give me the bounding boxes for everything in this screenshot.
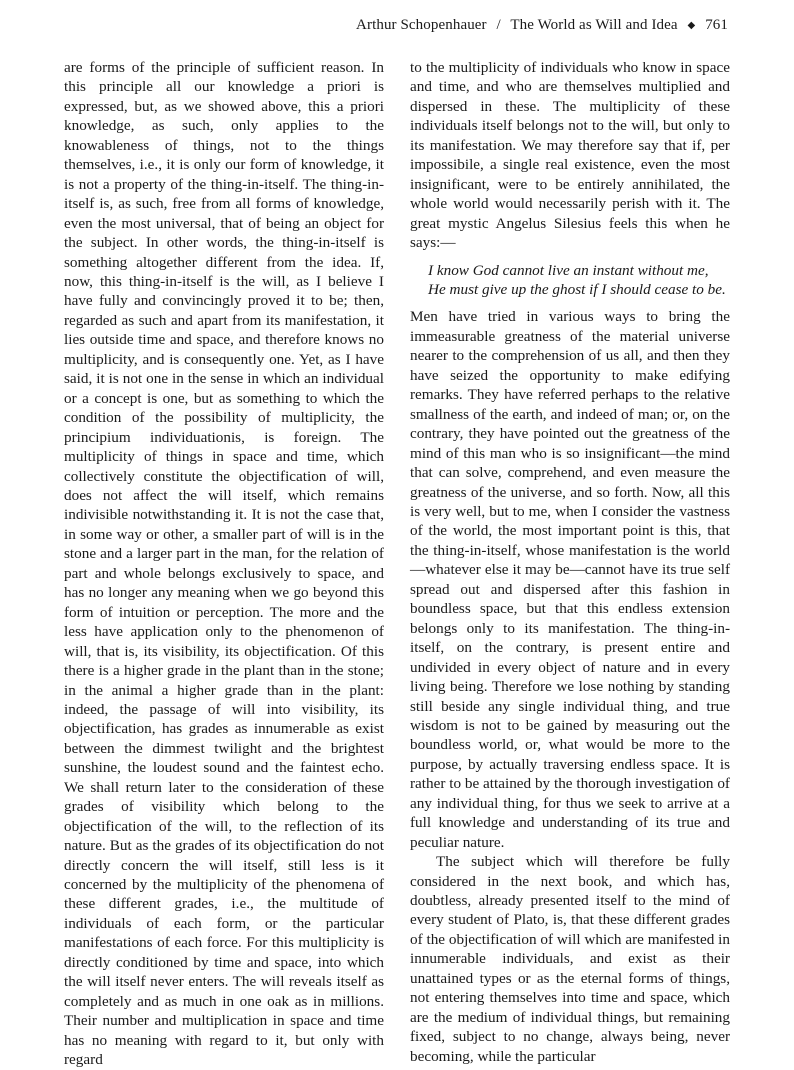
verse-quote-line-2: He must give up the ghost if I should cease to be. [428,280,726,298]
page-number: 761 [705,17,728,33]
right-column-paragraph-3: The subject which will therefore be fully considered in the next book, and which has, doubtless, already presented itself to the mind of every student of Plato, is, that these different grades of the objectification of will which are manifested in innumerable individuals, and exist as their unattained types or as the eternal forms of things, not entering themselves into time and space, which are the medium of individual things, but remaining fixed, subject to no change, always being, never becoming, while the particular [410,853,730,1065]
right-column [410,58,730,1066]
header-author: Arthur Schopenhauer [356,17,487,33]
left-column-paragraph: are forms of the principle of sufficient reason. In this principle all our knowledge a priori is expressed, but, as we showed above, this a priori knowledge, as such, only applies to the knowableness of things, not to the things themselves, i.e., it is only our form of knowledge, it is not a property of the thing-in-itself. The thing-in-itself is, as such, free from all forms of knowledge, even the most universal, that of being an object for the subject. In other words, the thing-in-itself is something altogether different from the idea. If, now, this thing-in-itself is the will, as I believe I have fully and convincingly proved it to be; then, regarded as such and apart from its manifestation, it lies outside time and space, and therefore knows no multiplicity, and is consequently one. Yet, as I have said, it is not one in the sense in which an individual or a concept is one, but as something to which the condition of the possibility of multiplicity, the principium individuationis, is foreign. The multiplicity of things in space and time, which collectively constitute the objectification of will, does not affect the will itself, which remains indivisible notwithstanding it. It is not the case that, in some way or other, a smaller part of will is in the stone and a larger part in the man, for the relation of part and whole belongs exclusively to space, and has no longer any meaning when we go beyond this form of intuition or perception. The more and the less have application only to the phenomenon of will, that is, its visibility, its objectification. Of this there is a higher grade in the plant than in the stone; in the animal a higher grade than in the plant: indeed, the passage of will into visibility, its objectification, has grades as innumerable as exist between the dimmest twilight and the brightest sunshine, the loudest sound and the faintest echo. We shall return later to the consideration of these grades of visibility which belong to the objectification of the will, to the reflection of its nature. But as the grades of its objectification do not directly concern the will itself, still less is it concerned by the multiplicity of the phenomena of these different grades, i.e., the multitude of individuals of each form, or the particular manifestations of each force. For this multiplicity is directly conditioned by time and space, into which the will itself never enters. The will reveals itself as completely and as much in one oak as in millions. Their number and multiplication in space and time has no meaning with regard to it, but only with regard [64,59,384,1069]
verse-quote [428,261,730,300]
running-header [356,17,728,34]
verse-quote-line-1: I know God cannot live an instant without me, [428,261,709,279]
header-title: The World as Will and Idea [510,17,678,33]
header-separator: / [496,17,501,33]
diamond-ornament-icon: ◆ [687,20,696,31]
left-column [64,58,384,1070]
right-column-paragraph-2: Men have tried in various ways to bring the immeasurable greatness of the material universe nearer to the comprehension of us all, and then they have seized the opportunity to make edifying remarks. They have referred perhaps to the relative smallness of the earth, and indeed of man; or, on the contrary, they have pointed out the greatness of the mind of this man who is so insignificant—the mind that can solve, comprehend, and even measure the greatness of the universe, and so forth. Now, all this is very well, but to me, when I consider the vastness of the world, the most important point is this, that the thing-in-itself, whose manifestation is the world—whatever else it may be—cannot have its true self spread out and dispersed after this fashion in boundless space, but that this endless extension belongs only to its manifestation. The thing-in-itself, on the contrary, is present entire and undivided in every object of nature and in every living being. Therefore we lose nothing by standing still beside any single individual thing, and true wisdom is not to be gained by measuring out the boundless world, or, what would be more to the purpose, by actually traversing endless space. It is rather to be attained by the thorough investigation of any individual thing, for thus we seek to arrive at a full knowledge and understanding of its true and peculiar nature. [410,308,730,851]
right-column-paragraph-1: to the multiplicity of individuals who know in space and time, and who are themselves multiplied and dispersed in these. The multiplicity of these individuals itself belongs not to the will, but only to its manifestation. We may therefore say that if, per impossibile, a single real existence, even the most insignificant, were to be entirely annihilated, the whole world would necessarily perish with it. The great mystic Angelus Silesius feels this when he says:— [410,59,730,252]
